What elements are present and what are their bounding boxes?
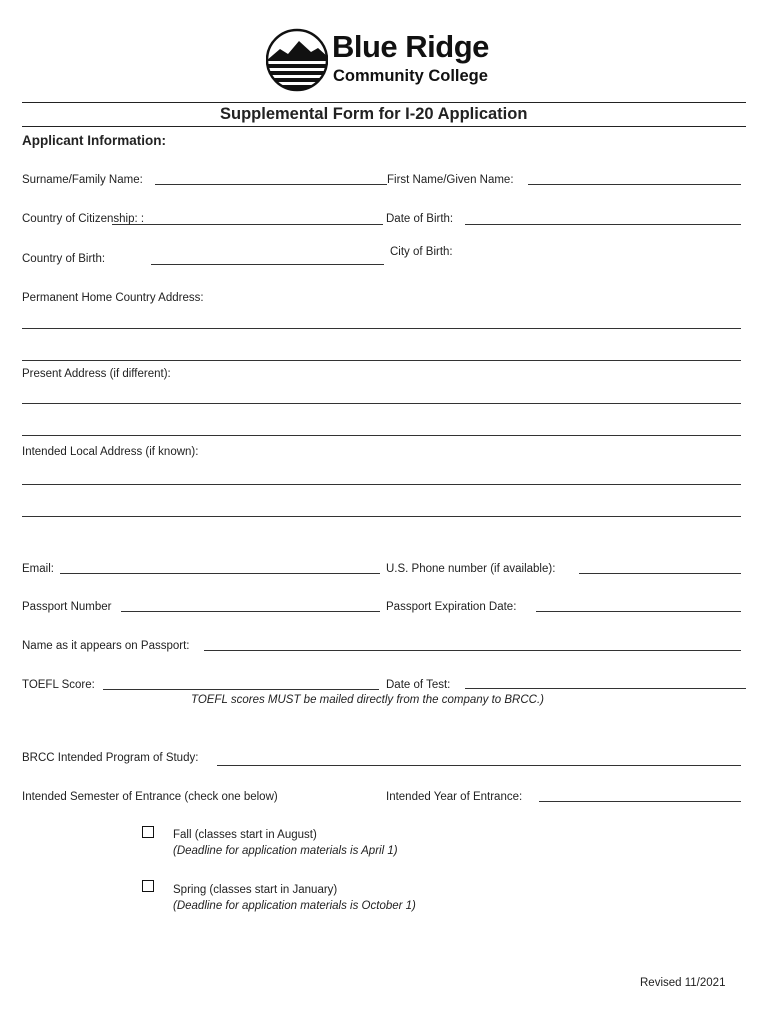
surname-label: Surname/Family Name:	[22, 174, 143, 186]
passport-number-field[interactable]	[121, 611, 380, 612]
college-logo	[266, 27, 506, 93]
title-bottom-rule	[22, 126, 746, 127]
home-address-line-1[interactable]	[22, 328, 741, 329]
logo-name: Blue Ridge	[332, 29, 489, 64]
email-field[interactable]	[60, 573, 380, 574]
spring-option-label: Spring (classes start in January)	[173, 884, 338, 896]
revision-date: Revised 11/2021	[640, 977, 726, 989]
form-title: Supplemental Form for I-20 Application	[220, 105, 528, 123]
passport-expiration-label: Passport Expiration Date:	[386, 601, 517, 613]
first-name-label: First Name/Given Name:	[387, 174, 514, 186]
test-date-label: Date of Test:	[386, 679, 451, 691]
present-address-line-2[interactable]	[22, 435, 741, 436]
local-address-label: Intended Local Address (if known):	[22, 446, 199, 458]
phone-field[interactable]	[579, 573, 741, 574]
year-field[interactable]	[539, 801, 741, 802]
fall-deadline: (Deadline for application materials is April 1)	[173, 845, 398, 857]
passport-number-label: Passport Number	[22, 601, 112, 613]
logo-subname: Community College	[333, 67, 488, 85]
spring-checkbox[interactable]	[142, 880, 154, 892]
semester-label: Intended Semester of Entrance (check one below)	[22, 791, 278, 803]
fall-checkbox[interactable]	[142, 826, 154, 838]
home-address-line-2[interactable]	[22, 360, 741, 361]
first-name-field[interactable]	[528, 184, 741, 185]
surname-field[interactable]	[155, 184, 387, 185]
passport-name-field[interactable]	[204, 650, 741, 651]
present-address-label: Present Address (if different):	[22, 368, 171, 380]
section-heading: Applicant Information:	[22, 133, 166, 148]
toefl-score-field[interactable]	[103, 689, 379, 690]
dob-field[interactable]	[465, 224, 741, 225]
home-address-label: Permanent Home Country Address:	[22, 292, 204, 304]
dob-label: Date of Birth:	[386, 213, 454, 225]
passport-name-label: Name as it appears on Passport:	[22, 640, 190, 652]
birth-city-label: City of Birth:	[390, 246, 453, 258]
toefl-score-label: TOEFL Score:	[22, 679, 95, 691]
local-address-line-1[interactable]	[22, 484, 741, 485]
title-top-rule	[22, 102, 746, 103]
local-address-line-2[interactable]	[22, 516, 741, 517]
program-label: BRCC Intended Program of Study:	[22, 752, 199, 764]
email-label: Email:	[22, 563, 54, 575]
citizenship-label: Country of Citizenship: :	[22, 213, 145, 225]
toefl-note: TOEFL scores MUST be mailed directly from the company to BRCC.)	[191, 694, 544, 706]
phone-label: U.S. Phone number (if available):	[386, 563, 556, 575]
passport-expiration-field[interactable]	[536, 611, 741, 612]
test-date-field[interactable]	[465, 688, 746, 689]
spring-deadline: (Deadline for application materials is October 1)	[173, 900, 416, 912]
birth-country-label: Country of Birth:	[22, 253, 106, 265]
birth-country-field[interactable]	[151, 264, 384, 265]
year-label: Intended Year of Entrance:	[386, 791, 523, 803]
citizenship-field[interactable]	[112, 224, 383, 225]
present-address-line-1[interactable]	[22, 403, 741, 404]
fall-option-label: Fall (classes start in August)	[173, 829, 317, 841]
mountain-logo-icon	[266, 27, 328, 93]
program-field[interactable]	[217, 765, 741, 766]
